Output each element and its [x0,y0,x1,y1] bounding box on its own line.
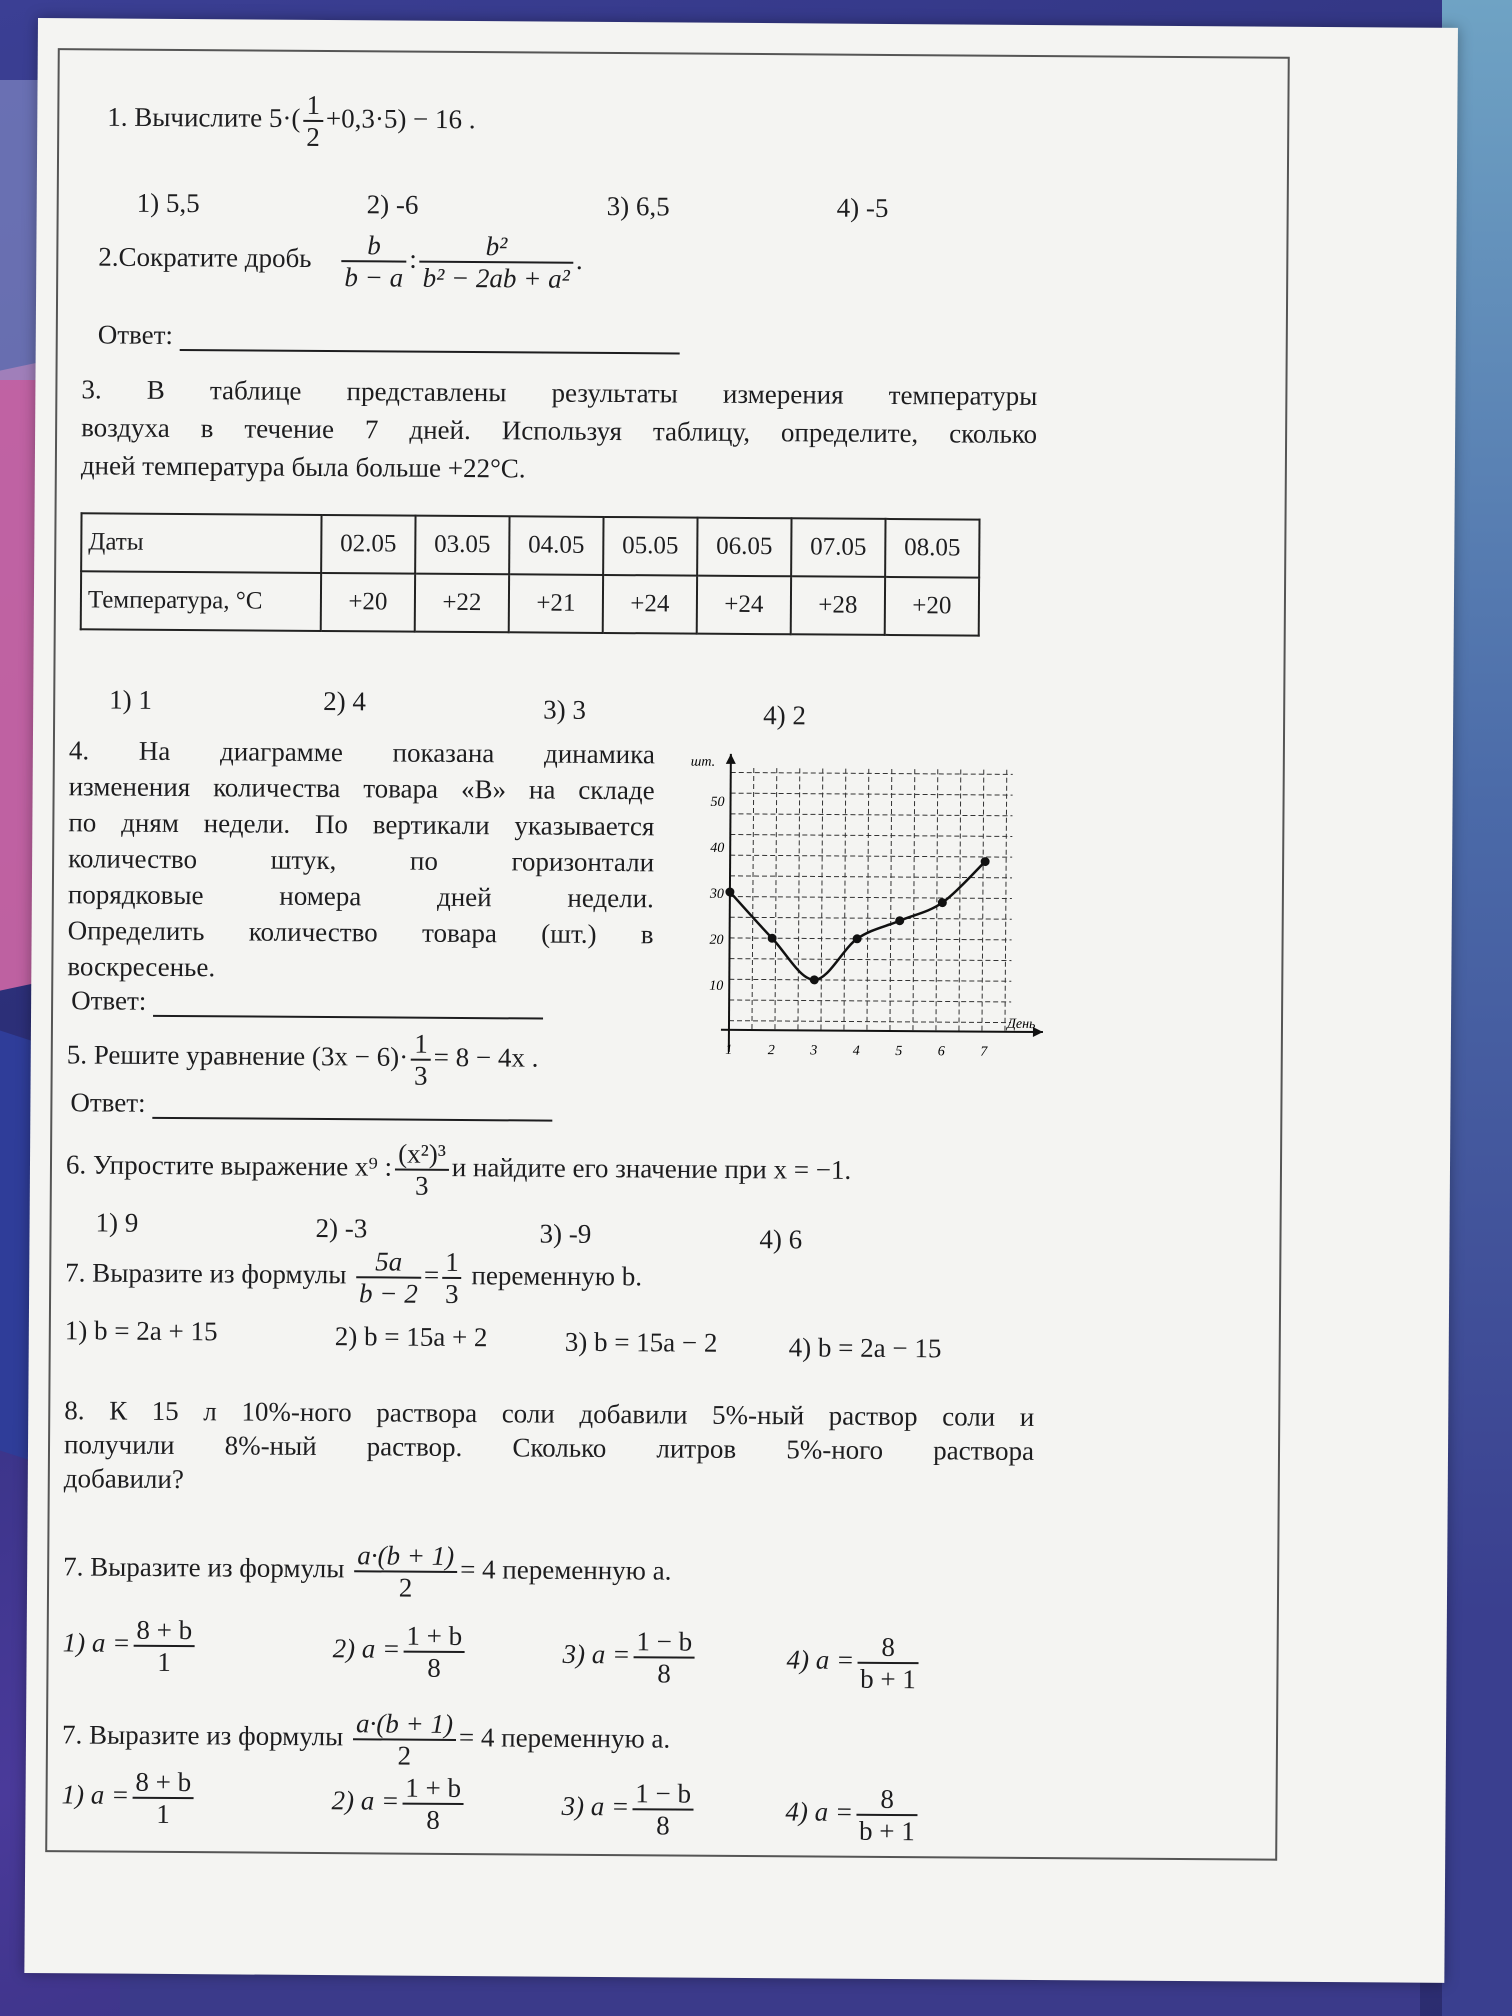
q7a-option-2: 2) b = 15a + 2 [334,1321,488,1353]
goods-dynamics-chart [681,748,1053,1081]
q8-text-line-2: получили 8%-ный раствор. Сколько литров 5%-ного раствора [63,1429,1035,1466]
table-cell: 03.05 [415,516,509,575]
data-point [853,934,862,943]
x-tick-label: 1 [725,1042,733,1058]
grid-line [982,770,984,1032]
x-tick-label: 3 [810,1043,818,1059]
table-cell: +28 [791,576,885,635]
q2-answer: Ответ: [98,318,680,354]
temperature-table [80,512,981,636]
grid-line [752,768,754,1030]
data-point [895,916,904,925]
grid-line [867,769,869,1031]
grid-line [730,897,1012,899]
grid-line [798,768,800,1030]
q1-option-3: 3) 6,5 [606,190,670,222]
grid-line [731,772,1013,774]
table-cell: 05.05 [603,517,697,576]
grid-line [729,1021,1011,1023]
data-point [725,887,734,896]
table-cell: +20 [885,577,979,636]
table-cell: +20 [321,573,415,632]
grid-line [730,835,1012,837]
x-axis-label: День [1006,1016,1036,1032]
question-7a: 7. Выразите из формулы $\frac{5a}{b - 2}$ = $\frac{1}{3}$ переменную b. [65,1246,643,1309]
question-7b: 7. Выразите из формулы $\frac{a\cdot(b + 1)}{2}$ = 4 переменную a. [63,1540,672,1603]
data-point [938,898,947,907]
table-cell: 02.05 [321,515,415,574]
q3-text-line-3: дней температура была больше +22°С. [80,450,526,484]
question-5: 5. Решите уравнение (3x − 6)· $\frac{1}{3}$ = 8 − 4x . [66,1028,539,1091]
q4-text-line-3: по дням недели. По вертикали указывается [68,807,655,842]
q4-text-line-5: порядковые номера дней недели. [67,879,654,914]
x-tick-label: 2 [767,1043,775,1059]
x-tick-label: 6 [937,1044,945,1060]
q7c-option-3: 3) a = $\frac{1 - b}{8}$ [561,1778,697,1841]
q3-text-line-1: 3. В таблице представлены результаты измерения температуры [81,374,1038,411]
q7b-option-4: 4) a = $\frac{8}{b + 1}$ [786,1631,922,1694]
q6-option-4: 4) 6 [759,1224,803,1255]
q5-answer: Ответ: [70,1086,552,1121]
table-cell: 06.05 [697,518,791,577]
q7a-option-3: 3) b = 15a − 2 [564,1326,718,1358]
q4-answer: Ответ: [71,984,543,1019]
grid-line [729,979,1011,981]
q7c-option-4: 4) a = $\frac{8}{b + 1}$ [785,1783,921,1846]
q4-text-line-6: Определить количество товара (шт.) в [67,915,654,950]
grid-line [730,814,1012,816]
q3-option-1: 1) 1 [109,684,153,715]
q7c-option-2: 2) a = $\frac{1 + b}{8}$ [331,1772,467,1835]
q1-option-4: 4) -5 [836,192,889,223]
grid-line [821,768,823,1030]
answer-line[interactable] [152,1093,552,1122]
table-row-dates [81,513,979,577]
y-tick-label: 50 [710,794,725,810]
table-cell: 07.05 [791,518,885,577]
q4-text-line-2: изменения количества товара «В» на складе [68,771,655,806]
grid-line [729,1000,1011,1002]
table-cell: +21 [509,574,603,633]
x-tick-label: 4 [852,1043,860,1059]
question-7c: 7. Выразите из формулы $\frac{a\cdot(b + 1)}{2}$ = 4 переменную a. [61,1708,671,1771]
q6-option-3: 3) -9 [539,1218,592,1249]
answer-line[interactable] [153,991,543,1020]
q6-option-1: 1) 9 [95,1207,139,1238]
q4-text-line-4: количество штук, по горизонтали [68,843,655,878]
y-axis [729,754,731,1052]
q3-option-2: 2) 4 [323,686,367,717]
q7a-option-1: 1) b = 2a + 15 [64,1315,218,1347]
q4-text-line-1: 4. На диаграмме показана динамика [68,735,655,770]
data-point [981,857,990,866]
grid-line [730,917,1012,919]
table-header-dates: Даты [81,513,321,573]
grid-line [775,768,777,1030]
grid-line [729,959,1011,961]
q3-option-4: 4) 2 [763,700,807,731]
grid-line [936,769,938,1031]
q7a-option-4: 4) b = 2a − 15 [788,1332,942,1364]
grid-line [844,769,846,1031]
y-tick-label: 40 [710,840,725,856]
table-cell: +22 [415,574,509,633]
question-2: 2.Сократите дробь $\frac{b}{b - a}$ : $\frac{\text{b²}}{\text{b² − 2ab + a²}}$ . [98,230,583,294]
grid-line [1005,770,1007,1032]
q7c-option-1: 1) a = $\frac{8 + b}{1}$ [61,1766,197,1829]
table-cell: +24 [697,576,791,635]
x-tick-label: 5 [895,1044,903,1060]
table-row-temperatures [81,571,979,635]
data-point [810,975,819,984]
table-header-temperature: Температура, °С [81,571,321,631]
y-axis-label: шт. [690,754,716,770]
q7b-option-1: 1) a = $\frac{8 + b}{1}$ [62,1614,198,1677]
q6-option-2: 2) -3 [315,1212,368,1244]
table-cell: 08.05 [885,519,979,578]
q4-text-line-7: воскресенье. [67,951,216,983]
y-tick-label: 20 [709,932,724,948]
grid-line [731,793,1013,795]
question-6: 6. Упростите выражение x⁹ : $\frac{\text{(x²)³}}{3}$ и найдите его значение при x = −1. [65,1138,852,1201]
y-axis-arrow [726,754,736,764]
q7b-option-3: 3) a = $\frac{1 - b}{8}$ [562,1626,698,1689]
table-cell: 04.05 [509,516,603,575]
q8-text-line-1: 8. К 15 л 10%-ного раствора соли добавили 5%-ный раствор соли и [64,1395,1035,1432]
question-1: 1. Вычислите 5·( $\frac{1}{2}$ +0,3·5) − 16 . [107,89,476,152]
grid-line [890,769,892,1031]
x-tick-label: 7 [980,1044,988,1060]
y-tick-label: 10 [709,978,724,994]
grid-line [730,855,1012,857]
table-cell: +24 [603,575,697,634]
q1-option-2: 2) -6 [366,189,419,220]
q3-text-line-2: воздуха в течение 7 дней. Используя таблицу, определите, сколько [81,412,1038,449]
q3-option-3: 3) 3 [543,694,587,725]
q8-text-line-3: добавили? [63,1463,184,1495]
q1-option-1: 1) 5,5 [136,187,200,219]
worksheet-page [24,18,1458,1983]
x-axis [721,1030,1043,1032]
grid-line [959,769,961,1031]
series-line [729,860,985,981]
q7b-option-2: 2) a = $\frac{1 + b}{8}$ [332,1620,468,1683]
y-tick-label: 30 [709,886,724,902]
data-point [768,934,777,943]
grid-line [913,769,915,1031]
answer-line[interactable] [180,325,680,354]
